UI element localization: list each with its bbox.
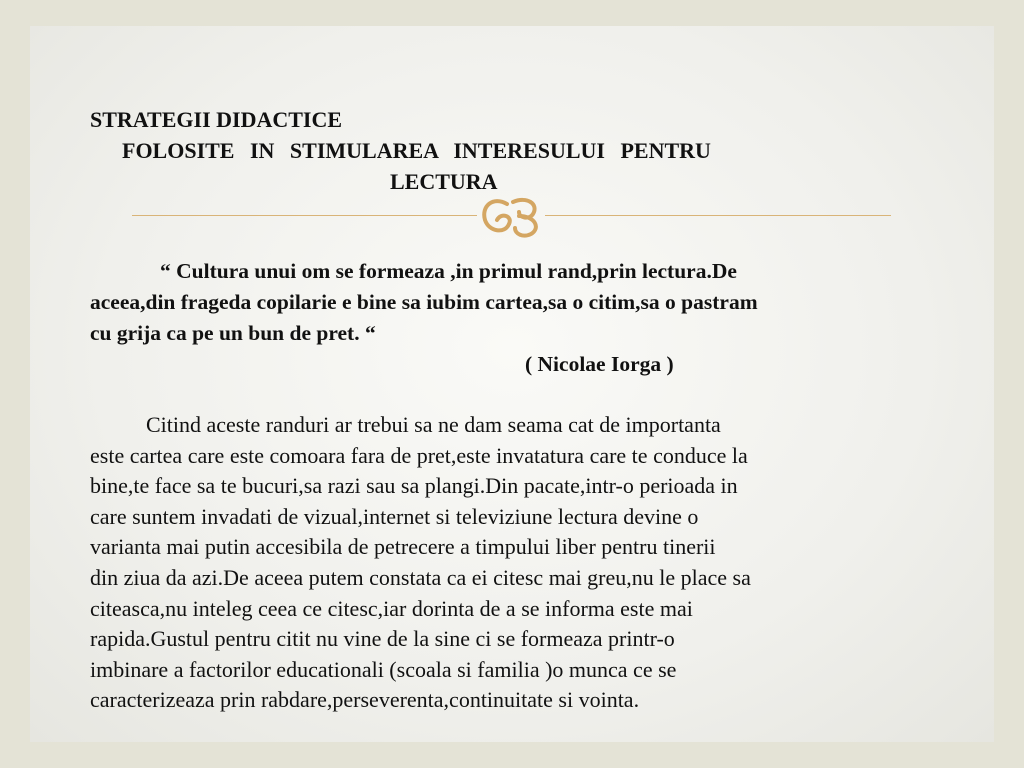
slide-title — [90, 104, 850, 197]
body-line: citeasca,nu inteleg ceea ce citesc,iar dorinta de a se informa este mai — [90, 595, 693, 621]
scroll-flourish-icon — [479, 194, 545, 238]
body-line: varianta mai putin accesibila de petrecere a timpului liber pentru tinerii — [90, 534, 716, 560]
quote-line-1: “ Cultura unui om se formeaza ,in primul rand,prin lectura.De — [160, 259, 737, 283]
body-paragraph — [90, 410, 950, 716]
quote-block — [90, 256, 940, 349]
body-line: imbinare a factorilor educationali (scoala si familia )o munca ce se — [90, 656, 677, 682]
title-line-3: LECTURA — [390, 169, 498, 194]
quote-line-3: cu grija ca pe un bun de pret. “ — [90, 321, 376, 345]
body-line: din ziua da azi.De aceea putem constata ca ei citesc mai greu,nu le place sa — [90, 564, 751, 590]
body-line: care suntem invadati de vizual,internet si televiziune lectura devine o — [90, 503, 699, 529]
title-divider-right — [545, 215, 891, 216]
body-line: este cartea care este comoara fara de pret,este invatatura care te conduce la — [90, 442, 748, 468]
quote-author: ( Nicolae Iorga ) — [525, 352, 674, 376]
title-divider-left — [132, 215, 477, 216]
body-line: bine,te face sa te bucuri,sa razi sau sa plangi.Din pacate,intr-o perioada in — [90, 473, 738, 499]
body-line: rapida.Gustul pentru citit nu vine de la sine ci se formeaza printr-o — [90, 626, 675, 652]
title-line-2: FOLOSITE IN STIMULAREA INTERESULUI PENTRU — [122, 138, 711, 163]
title-line-1: STRATEGII DIDACTICE — [90, 107, 343, 132]
body-line: Citind aceste randuri ar trebui sa ne dam seama cat de importanta — [146, 412, 721, 437]
body-line: caracterizeaza prin rabdare,perseverenta,continuitate si vointa. — [90, 687, 640, 713]
quote-line-2: aceea,din frageda copilarie e bine sa iubim cartea,sa o citim,sa o pastram — [90, 290, 758, 314]
